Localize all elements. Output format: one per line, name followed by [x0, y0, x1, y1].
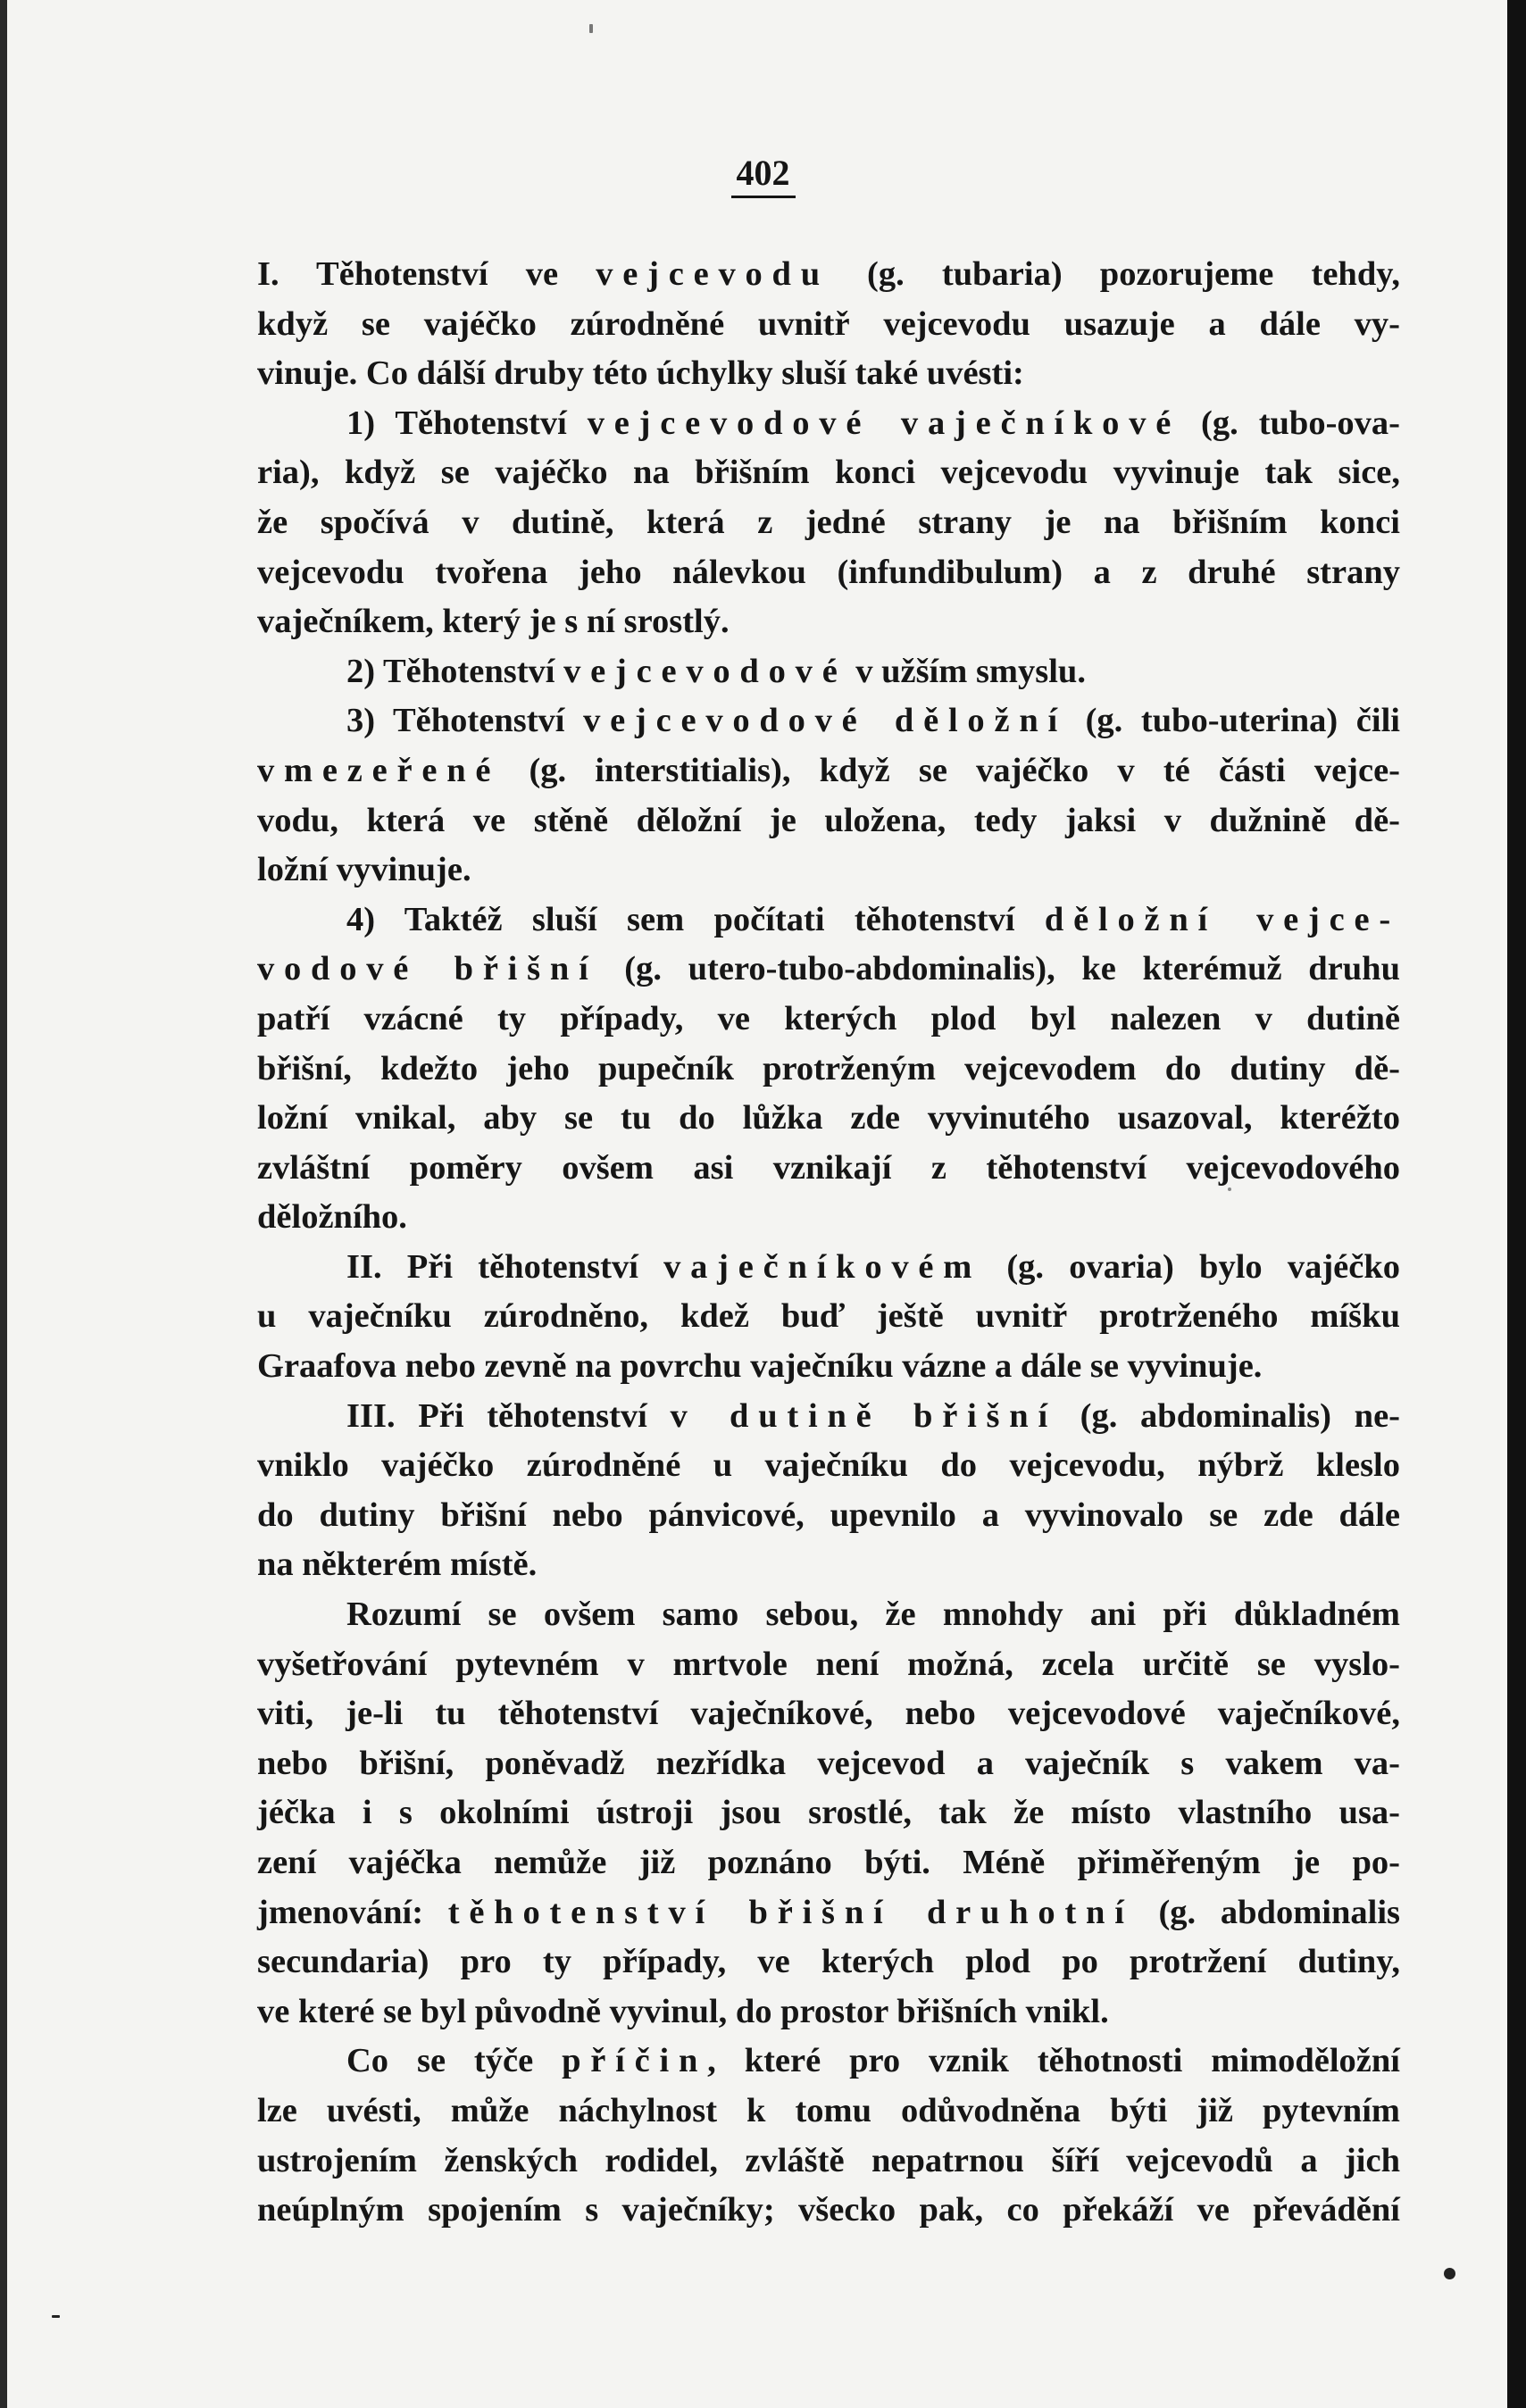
text-run: ložní vyvinuje.	[257, 851, 471, 889]
text-run: II. Při těhotenství	[346, 1247, 664, 1286]
text-line	[257, 1243, 1400, 1293]
text-run: v užším smyslu.	[846, 652, 1086, 690]
text-line	[257, 300, 1400, 350]
text-run: ustrojením ženských rodidel, zvláště nepatrnou šíří vejcevodů a jich	[257, 2141, 1400, 2179]
text-line	[257, 696, 1400, 746]
text-line	[257, 1144, 1400, 1194]
spaced-emphasis: vejcevodové děložní	[583, 702, 1067, 740]
text-run: (g. abdominalis	[1133, 1893, 1400, 1931]
text-run: zvláštní poměry ovšem asi vznikají z těhotenství vejcevodového	[257, 1148, 1400, 1187]
text-run: vodu, která ve stěně děložní je uložena, tedy jaksi v dužnině dě-	[257, 801, 1400, 839]
text-line	[257, 2087, 1400, 2137]
text-line	[257, 498, 1400, 548]
text-line	[257, 1739, 1400, 1789]
text-run: (g. tubo-uterina) čili	[1067, 702, 1400, 740]
text-line	[257, 250, 1400, 300]
text-line	[257, 597, 1400, 647]
text-line	[257, 349, 1400, 399]
page-number	[0, 152, 1526, 198]
text-line	[257, 548, 1400, 598]
text-line	[257, 2186, 1400, 2236]
text-run: (g. utero-tubo-abdominalis), ke kterémuž druhu	[597, 950, 1400, 988]
text-line	[257, 1094, 1400, 1144]
text-line	[257, 1987, 1400, 2037]
text-line	[257, 448, 1400, 498]
text-run: u vaječníku zúrodněno, kdež buď ještě uvnitř protrženého míšku	[257, 1297, 1400, 1336]
text-line	[257, 945, 1400, 995]
text-line	[257, 1540, 1400, 1590]
text-line	[257, 1292, 1400, 1342]
text-line	[257, 1640, 1400, 1690]
text-line	[257, 896, 1400, 946]
text-run: 4) Taktéž sluší sem počítati těhotenství	[346, 900, 1045, 938]
text-run: že spočívá v dutině, která z jedné strany je na břišním konci	[257, 503, 1400, 541]
text-run: zení vajéčka nemůže již poznáno býti. Méně přiměřeným je po-	[257, 1844, 1400, 1881]
text-line	[257, 846, 1400, 896]
text-line	[257, 1937, 1400, 1987]
spaced-emphasis: vaječníkovém	[663, 1247, 982, 1286]
text-run: do dutiny břišní nebo pánvicové, upevnilo a vyvinovalo se zde dále	[257, 1496, 1400, 1534]
text-line	[257, 1788, 1400, 1838]
text-run: neúplným spojením s vaječníky; všecko pak, co překáží ve převádění	[257, 2191, 1400, 2229]
text-line	[257, 1045, 1400, 1095]
text-run: jmenování:	[257, 1893, 448, 1931]
text-line	[257, 995, 1400, 1045]
text-run: 2) Těhotenství	[346, 652, 564, 690]
text-line	[257, 1689, 1400, 1739]
text-run: děložního.	[257, 1198, 407, 1237]
scan-speck	[1444, 2268, 1455, 2279]
spaced-emphasis: příčin	[562, 2042, 708, 2080]
text-run: vyšetřování pytevném v mrtvole není možná, zcela určitě se vyslo-	[257, 1645, 1400, 1683]
scan-right-edge	[1507, 0, 1526, 2408]
text-line	[257, 1838, 1400, 1888]
spaced-emphasis: vmezeřené	[257, 751, 501, 789]
text-line	[257, 796, 1400, 846]
spaced-emphasis: vejcevodové	[563, 652, 847, 690]
text-run: vaječníkem, který je s ní srostlý.	[257, 603, 730, 641]
text-line	[257, 1392, 1400, 1442]
text-run: jéčka i s okolními ústroji jsou srostlé, tak že místo vlastního usa-	[257, 1794, 1400, 1832]
text-line	[257, 1491, 1400, 1541]
text-run: viti, je-li tu těhotenství vaječníkové, nebo vejcevodové vaječníkové,	[257, 1695, 1400, 1733]
page-number-value: 402	[731, 152, 796, 198]
text-run: Rozumí se ovšem samo sebou, že mnohdy ani při důkladném	[346, 1596, 1400, 1634]
text-run: břišní, kdežto jeho pupečník protrženým vejcevodem do dutiny dě-	[257, 1049, 1400, 1087]
spaced-emphasis: děložní vejce-	[1044, 900, 1400, 938]
text-run: patří vzácné ty případy, ve kterých plod byl nalezen v dutině	[257, 999, 1400, 1037]
spaced-emphasis: vejcevodové vaječníkové	[587, 404, 1181, 442]
text-run: secundaria) pro ty případy, ve kterých plod po protržení dutiny,	[257, 1943, 1400, 1981]
text-run: (g. tubaria) pozorujeme tehdy,	[829, 255, 1400, 293]
text-line	[257, 1193, 1400, 1243]
text-run: vinuje. Co dálší druby této úchylky sluší také uvésti:	[257, 354, 1024, 393]
text-line	[257, 399, 1400, 449]
spaced-emphasis: v dutině břišní	[670, 1396, 1057, 1435]
text-run: vejcevodu tvořena jeho nálevkou (infundibulum) a z druhé strany	[257, 553, 1400, 591]
text-run: vniklo vajéčko zúrodněné u vaječníku do vejcevodu, nýbrž kleslo	[257, 1446, 1400, 1485]
text-run: (g. abdominalis) ne-	[1056, 1396, 1400, 1435]
text-run: (g. tubo-ova-	[1180, 404, 1400, 442]
text-run: 3) Těhotenství	[346, 702, 584, 740]
text-run: Co se týče	[346, 2042, 563, 2080]
text-line	[257, 1888, 1400, 1938]
text-run: ložní vnikal, aby se tu do lůžka zde vyvinutého usazoval, kteréžto	[257, 1099, 1400, 1137]
text-line	[257, 1342, 1400, 1392]
text-run: 1) Těhotenství	[346, 404, 588, 442]
text-line	[257, 2037, 1400, 2087]
text-line	[257, 647, 1400, 697]
text-run: nebo břišní, poněvadž nezřídka vejcevod a vaječník s vakem va-	[257, 1744, 1400, 1782]
scan-left-edge	[0, 0, 7, 2408]
text-run: ve které se byl původně vyvinul, do prostor břišních vnikl.	[257, 1992, 1109, 2030]
scan-speck	[52, 2315, 60, 2318]
scan-speck	[1228, 1187, 1231, 1191]
text-run: , které pro vznik těhotnosti mimoděložní	[707, 2042, 1401, 2080]
text-line	[257, 2137, 1400, 2187]
text-run: (g. interstitialis), když se vajéčko v té části vejce-	[500, 751, 1400, 789]
scan-speck	[589, 24, 593, 33]
text-run: na některém místě.	[257, 1546, 538, 1584]
spaced-emphasis: těhotenství břišní druhotní	[447, 1893, 1134, 1931]
text-run: (g. ovaria) bylo vajéčko	[981, 1247, 1400, 1286]
spaced-emphasis: vodové břišní	[257, 950, 598, 988]
text-run: když se vajéčko zúrodněné uvnitř vejcevodu usazuje a dále vy-	[257, 304, 1400, 343]
text-run: Graafova nebo zevně na povrchu vaječníku vázne a dále se vyvinuje.	[257, 1347, 1263, 1386]
spaced-emphasis: vejcevodu	[596, 255, 830, 293]
body-text	[257, 250, 1400, 2236]
text-line	[257, 746, 1400, 796]
text-line	[257, 1590, 1400, 1640]
text-run: III. Při těhotenství	[346, 1396, 671, 1435]
text-run: lze uvésti, může náchylnost k tomu odůvodněna býti již pytevním	[257, 2091, 1400, 2129]
text-line	[257, 1441, 1400, 1491]
text-run: ria), když se vajéčko na břišním konci vejcevodu vyvinuje tak sice,	[257, 454, 1400, 492]
text-run: I. Těhotenství ve	[257, 255, 596, 293]
